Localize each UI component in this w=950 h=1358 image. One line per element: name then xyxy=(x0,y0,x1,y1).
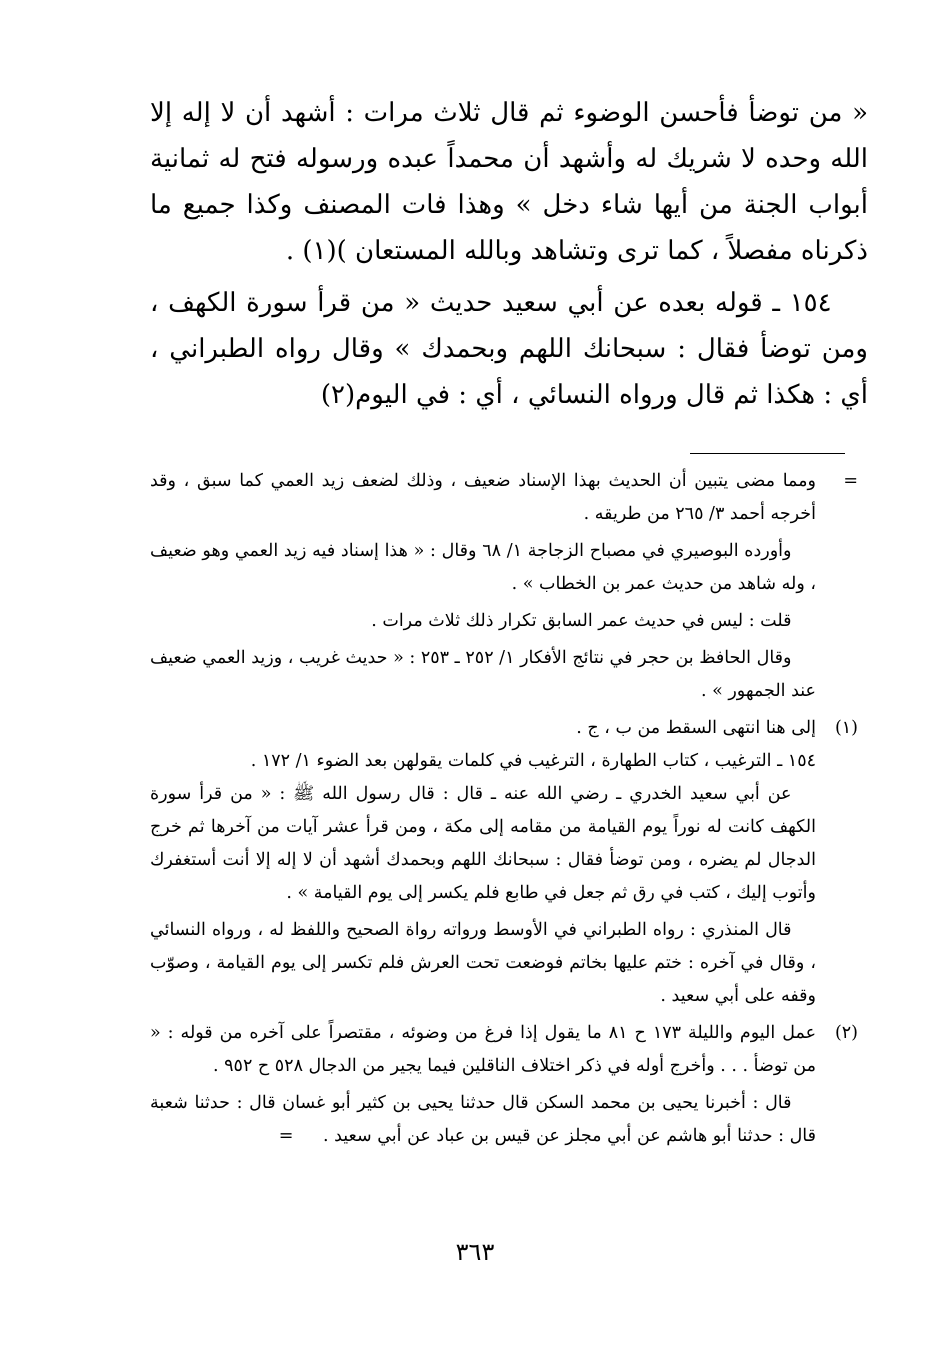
footnote-154-hadith: عن أبي سعيد الخدري ـ رضي الله عنه ـ قال : قال رسول الله ﷺ : « من قرأ سورة الكهف كانت له نوراً يوم القيامة من مقامه إلى مكة ، ومن قرأ عشر آيات من آخرها ثم خرج الدجال لم يضره ، ومن توضأ فقال : سبحانك اللهم وبحمدك أشهد أن لا إله إلا أنت أستغفرك وأتوب إليك ، كتب في رق ثم جعل في طابع فلم يكسر إلى يوم القيامة » . xyxy=(150,784,816,903)
footnote-2-isnad xyxy=(150,1087,858,1153)
footnote-1-number: (١) xyxy=(834,718,858,738)
footnote-154-mundhiri: قال المنذري : رواه الطبراني في الأوسط ورواته رواة الصحيح واللفظ له ، ورواه النسائي ، وقال في آخره : ختم عليها بخاتم فوضعت تحت العرش فلم تكسر إلى يوم القيامة ، وصوّب وقفه على أبي سعيد . xyxy=(150,920,816,1006)
footnote-continuation-1 xyxy=(150,465,858,531)
footnote-154-heading: ١٥٤ ـ الترغيب ، كتاب الطهارة ، الترغيب في كلمات يقولهن بعد الضوء ١/ ١٧٢ . xyxy=(250,751,816,771)
continuation-text-1: ومما مضى يتبين أن الحديث بهذا الإسناد ضعيف ، وذلك لضعف زيد العمي كما سبق ، وقد أخرجه أحمد ٣/ ٢٦٥ من طريقه . xyxy=(150,471,816,524)
footnote-1-text: إلى هنا انتهى السقط من ب ، ج . xyxy=(576,718,816,738)
footnote-continuation-4: وقال الحافظ بن حجر في نتائج الأفكار ١/ ٢٥٢ ـ ٢٥٣ : « حديث غريب ، وزيد العمي ضعيف عند الجمهور » . xyxy=(150,648,816,701)
footnote-2-isnad-text: قال : أخبرنا يحيى بن محمد السكن قال حدثنا يحيى بن كثير أبو غسان قال : حدثنا شعبة قال : حدثنا أبو هاشم عن أبي مجلز عن قيس بن عباد عن أبي سعيد . xyxy=(150,1093,816,1146)
footnotes xyxy=(150,465,858,1153)
continuation-mark: = xyxy=(843,471,858,491)
footnote-continuation-2: وأورده البوصيري في مصباح الزجاجة ١/ ٦٨ وقال : « هذا إسناد فيه زيد العمي وهو ضعيف ، وله شاهد من حديث عمر بن الخطاب » . xyxy=(150,541,816,594)
footnote-continuation-3: قلت : ليس في حديث عمر السابق تكرار ذلك ثلاث مرات . xyxy=(371,611,792,631)
page-number: ٣٦٣ xyxy=(455,1238,495,1266)
continued-mark: = xyxy=(278,1126,294,1146)
footnote-separator xyxy=(690,453,845,454)
footnote-1 xyxy=(150,712,858,745)
main-paragraph-1: « من توضأ فأحسن الوضوء ثم قال ثلاث مرات : أشهد أن لا إله إلا الله وحده لا شريك له وأشهد أن محمداً عبده ورسوله فتح له ثمانية أبواب الجنة من أيها شاء دخل » وهذا فات المصنف وكذا جميع ما ذكرناه مفصلاً ، كما ترى وتشاهد وبالله المستعان )(١) . xyxy=(150,98,868,266)
main-paragraph-2: ١٥٤ ـ قوله بعده عن أبي سعيد حديث « من قرأ سورة الكهف ، ومن توضأ فقال : سبحانك اللهم وبحمدك » وقال رواه الطبراني ، أي : هكذا ثم قال ورواه النسائي ، أي : في اليوم(٢) xyxy=(150,288,868,410)
footnote-2-number: (٢) xyxy=(834,1023,858,1043)
main-text xyxy=(150,90,868,418)
footnote-2 xyxy=(150,1017,858,1083)
footnote-2-text: عمل اليوم والليلة ١٧٣ ح ٨١ ما يقول إذا فرغ من وضوئه ، مقتصراً على آخره من قوله : « من توضأ . . . وأخرج أوله في ذكر اختلاف الناقلين فيما يجير من الدجال ٥٢٨ ح ٩٥٢ . xyxy=(150,1023,817,1076)
